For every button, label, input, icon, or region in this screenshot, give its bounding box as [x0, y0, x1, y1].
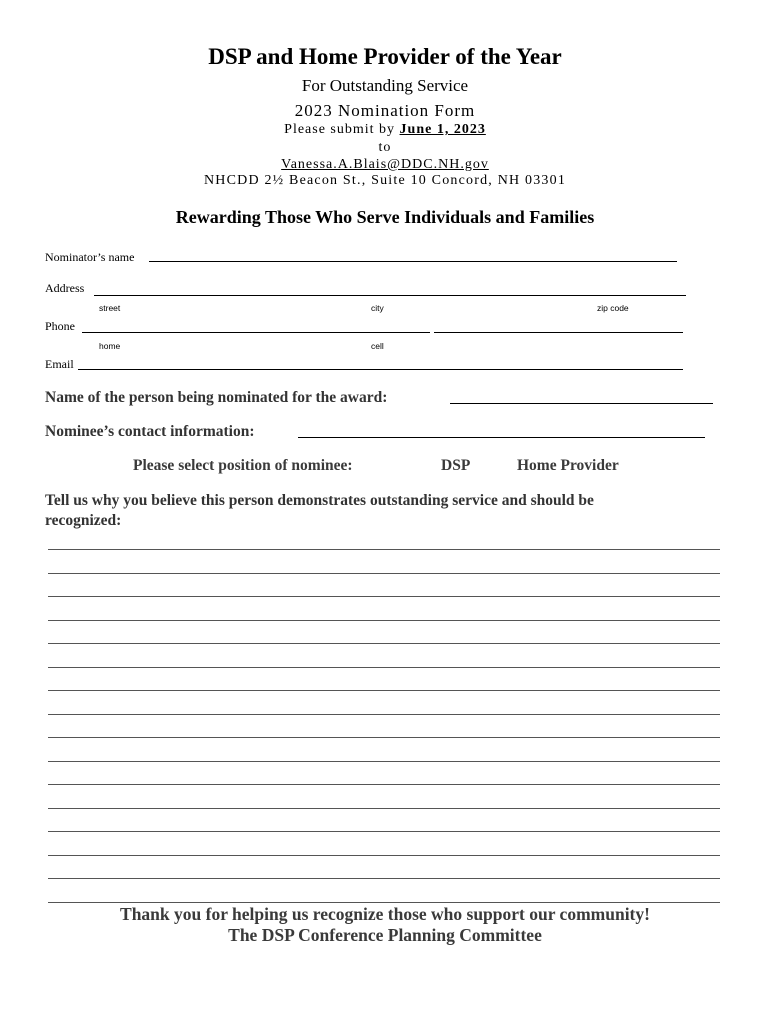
email-field[interactable]: [78, 369, 683, 370]
position-prompt: Please select position of nominee:: [133, 457, 353, 474]
answer-line[interactable]: [48, 549, 720, 550]
nominator-name-field[interactable]: [149, 261, 677, 262]
submit-prefix: Please submit by: [284, 122, 400, 137]
nominee-name-field[interactable]: [450, 403, 713, 404]
committee-signature: The DSP Conference Planning Committee: [228, 925, 542, 945]
answer-line[interactable]: [48, 737, 720, 738]
thank-you-note: Thank you for helping us recognize those who support our community!: [120, 904, 650, 924]
cell-caption: cell: [371, 341, 384, 351]
position-option-dsp[interactable]: DSP: [441, 457, 471, 474]
zip-caption: zip code: [597, 303, 629, 313]
answer-line[interactable]: [48, 690, 720, 691]
phone-label: Phone: [45, 319, 75, 333]
subtitle: For Outstanding Service: [301, 76, 469, 95]
mailing-address: NHCDD 2½ Beacon St., Suite 10 Concord, NH 03301: [203, 173, 567, 188]
answer-line[interactable]: [48, 643, 720, 644]
answer-line[interactable]: [48, 714, 720, 715]
answer-line[interactable]: [48, 808, 720, 809]
answer-line[interactable]: [48, 761, 720, 762]
address-field[interactable]: [94, 295, 686, 296]
nominee-contact-label: Nominee’s contact information:: [45, 423, 255, 440]
answer-line[interactable]: [48, 902, 720, 903]
why-prompt-line1: Tell us why you believe this person demonstrates outstanding service and should be: [45, 492, 594, 509]
nominee-contact-field[interactable]: [298, 437, 705, 438]
deadline-date: June 1, 2023: [399, 122, 486, 137]
answer-line[interactable]: [48, 573, 720, 574]
submit-deadline: [0, 122, 770, 138]
street-caption: street: [99, 303, 121, 313]
page-title: DSP and Home Provider of the Year: [208, 44, 562, 69]
why-prompt-line2: recognized:: [45, 512, 122, 529]
address-label: Address: [45, 281, 85, 295]
answer-line[interactable]: [48, 784, 720, 785]
city-caption: city: [371, 303, 384, 313]
answer-line[interactable]: [48, 855, 720, 856]
position-option-home-provider[interactable]: Home Provider: [517, 457, 619, 474]
email-label: Email: [45, 357, 74, 371]
nominee-name-label: Name of the person being nominated for the award:: [45, 389, 388, 406]
answer-line[interactable]: [48, 878, 720, 879]
tagline: Rewarding Those Who Serve Individuals and Families: [175, 207, 595, 227]
nominator-name-label: Nominator’s name: [45, 250, 135, 264]
home-caption: home: [99, 341, 121, 351]
answer-line[interactable]: [48, 667, 720, 668]
answer-line[interactable]: [48, 596, 720, 597]
phone-cell-field[interactable]: [434, 332, 683, 333]
to-label: to: [378, 140, 392, 155]
form-name: 2023 Nomination Form: [294, 101, 476, 120]
phone-home-field[interactable]: [82, 332, 430, 333]
submission-email-link[interactable]: Vanessa.A.Blais@DDC.NH.gov: [281, 157, 489, 172]
answer-line[interactable]: [48, 620, 720, 621]
answer-line[interactable]: [48, 831, 720, 832]
